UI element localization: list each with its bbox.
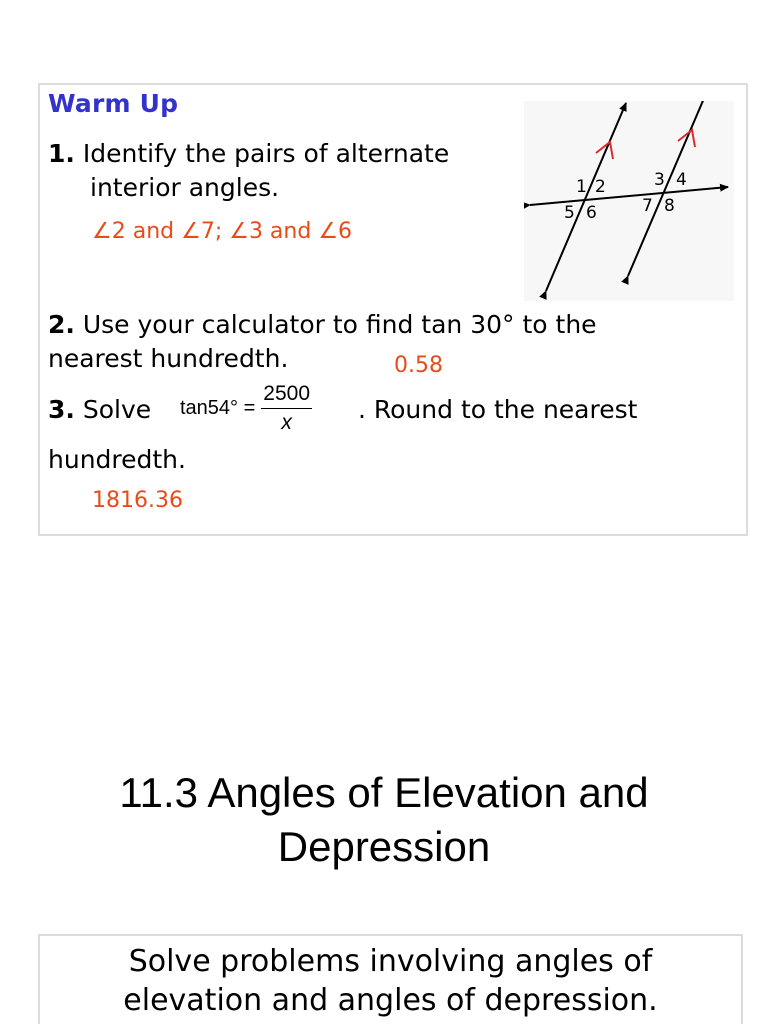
parallel-lines-diagram	[524, 101, 734, 301]
lesson-title	[0, 766, 768, 874]
equation-lhs: tan54° =	[180, 396, 256, 419]
question-2-number: 2.	[48, 310, 75, 339]
question-1-line-1: Identify the pairs of alternate	[74, 139, 450, 168]
lesson-title-line-1: 11.3 Angles of Elevation and	[119, 769, 649, 816]
angle-label-1: 1	[576, 177, 587, 197]
objective-slide	[38, 934, 743, 1024]
question-3-prefix: Solve	[74, 395, 152, 424]
question-3-answer: 1816.36	[92, 488, 183, 513]
angle-label-5: 5	[564, 203, 575, 223]
question-3-start	[48, 393, 151, 427]
angle-label-7: 7	[642, 196, 653, 216]
fraction-denominator: x	[281, 410, 292, 434]
equation-fraction	[261, 382, 312, 435]
angle-label-2: 2	[595, 177, 606, 197]
objective-text	[40, 942, 741, 1020]
question-1	[48, 137, 449, 171]
lesson-title-line-2: Depression	[277, 823, 491, 870]
question-2-line-2: nearest hundredth.	[48, 344, 289, 373]
question-2	[48, 308, 597, 342]
question-2-answer: 0.58	[394, 353, 443, 378]
angle-label-4: 4	[676, 170, 687, 190]
warm-up-slide	[38, 83, 748, 536]
angle-label-8: 8	[664, 196, 675, 216]
fraction-numerator: 2500	[261, 382, 312, 409]
question-2-line-1: Use your calculator to find tan 30° to the	[74, 310, 597, 339]
question-1-number: 1.	[48, 139, 75, 168]
question-1-answer: ∠2 and ∠7; ∠3 and ∠6	[92, 219, 353, 244]
question-3-number: 3.	[48, 395, 75, 424]
equation-tan54	[180, 378, 312, 438]
question-1-line-2: interior angles.	[90, 173, 280, 202]
question-3-suffix: . Round to the nearest	[358, 395, 638, 424]
question-3-line-2: hundredth.	[48, 445, 186, 474]
objective-line-2: elevation and angles of depression.	[123, 983, 658, 1018]
angle-label-6: 6	[586, 203, 597, 223]
objective-line-1: Solve problems involving angles of	[128, 944, 653, 979]
warm-up-heading: Warm Up	[48, 89, 179, 118]
angle-label-3: 3	[654, 170, 665, 190]
